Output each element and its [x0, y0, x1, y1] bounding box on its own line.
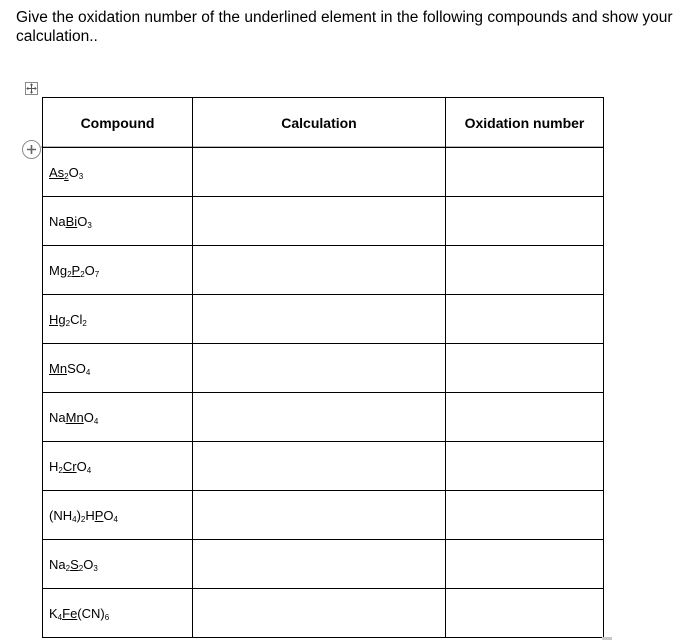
formula-symbol: (NH [49, 507, 73, 523]
oxidation-number-cell[interactable] [446, 148, 604, 197]
formula-symbol: Hg [49, 311, 66, 327]
table-row [43, 148, 604, 197]
calculation-cell[interactable] [193, 540, 446, 589]
formula-symbol: K [49, 605, 58, 621]
formula-symbol: O [83, 556, 94, 572]
formula-subscript: 4 [72, 514, 77, 524]
formula-subscript: 7 [94, 269, 100, 279]
formula-subscript: 2 [80, 269, 85, 279]
formula-symbol: Mn [65, 409, 84, 425]
table-row [43, 295, 604, 344]
formula-symbol: O [68, 164, 79, 180]
compound-formula [49, 606, 109, 621]
table-row [43, 344, 604, 393]
formula-subscript: 2 [64, 171, 69, 181]
formula-subscript: 4 [93, 416, 99, 426]
formula-symbol: Na [49, 409, 66, 425]
formula-symbol: O [103, 507, 114, 523]
formula-symbol: O [83, 409, 94, 425]
compound-cell[interactable] [43, 589, 193, 638]
compound-formula [49, 214, 92, 229]
compound-cell[interactable] [43, 197, 193, 246]
oxidation-number-cell[interactable] [446, 540, 604, 589]
calculation-cell[interactable] [193, 148, 446, 197]
table-row [43, 246, 604, 295]
oxidation-number-cell[interactable] [446, 197, 604, 246]
oxidation-number-cell[interactable] [446, 246, 604, 295]
formula-symbol: Cl [70, 311, 83, 327]
header-oxidation-number: Oxidation number [446, 98, 604, 148]
calculation-cell[interactable] [193, 491, 446, 540]
oxidation-number-cell[interactable] [446, 442, 604, 491]
oxidation-number-cell[interactable] [446, 491, 604, 540]
compound-formula [49, 263, 99, 278]
formula-symbol: S [70, 556, 79, 572]
calculation-cell[interactable] [193, 295, 446, 344]
add-row-button[interactable] [22, 140, 41, 159]
table-header-row [43, 98, 604, 148]
formula-subscript: 2 [65, 318, 71, 328]
formula-subscript: 3 [87, 220, 92, 230]
header-calculation: Calculation [193, 98, 446, 148]
formula-symbol: As [49, 164, 65, 180]
formula-subscript: 6 [104, 612, 110, 622]
formula-subscript: 2 [58, 465, 63, 475]
formula-symbol: (CN) [77, 605, 105, 621]
formula-symbol: SO [67, 360, 86, 376]
formula-symbol: Cr [62, 458, 77, 474]
compound-cell[interactable] [43, 393, 193, 442]
calculation-cell[interactable] [193, 393, 446, 442]
formula-symbol: ) [76, 507, 81, 523]
formula-symbol: Mg [49, 262, 68, 278]
formula-symbol: O [77, 213, 88, 229]
table-resize-handle[interactable] [602, 637, 612, 640]
compound-formula [49, 508, 118, 523]
oxidation-number-cell[interactable] [446, 344, 604, 393]
compound-formula [49, 312, 87, 327]
oxidation-number-cell[interactable] [446, 393, 604, 442]
formula-subscript: 2 [80, 514, 86, 524]
oxidation-number-cell[interactable] [446, 589, 604, 638]
formula-subscript: 2 [67, 269, 72, 279]
formula-subscript: 4 [86, 465, 92, 475]
compound-cell[interactable] [43, 246, 193, 295]
header-compound: Compound [43, 98, 193, 148]
formula-subscript: 3 [93, 563, 98, 573]
formula-subscript: 2 [78, 563, 84, 573]
formula-symbol: O [76, 458, 87, 474]
formula-symbol: Na [49, 213, 66, 229]
calculation-cell[interactable] [193, 589, 446, 638]
compound-formula [49, 410, 98, 425]
calculation-cell[interactable] [193, 344, 446, 393]
formula-symbol: Mn [49, 360, 68, 376]
formula-symbol: H [85, 507, 95, 523]
formula-symbol: P [71, 262, 81, 278]
formula-symbol: Bi [65, 213, 78, 229]
table-row [43, 197, 604, 246]
table-row [43, 540, 604, 589]
formula-symbol: H [49, 458, 59, 474]
formula-subscript: 2 [65, 563, 71, 573]
plus-circle-icon [26, 144, 37, 155]
table-row [43, 442, 604, 491]
calculation-cell[interactable] [193, 442, 446, 491]
compound-formula [49, 557, 98, 572]
table-row [43, 393, 604, 442]
compound-cell[interactable] [43, 344, 193, 393]
compound-formula [49, 361, 90, 376]
compound-cell[interactable] [43, 442, 193, 491]
formula-subscript: 4 [57, 612, 63, 622]
compound-cell[interactable] [43, 540, 193, 589]
formula-symbol: P [94, 507, 104, 523]
formula-symbol: Na [49, 556, 66, 572]
table-row [43, 491, 604, 540]
formula-symbol: Fe [62, 605, 78, 621]
oxidation-number-cell[interactable] [446, 295, 604, 344]
compound-formula [49, 459, 91, 474]
formula-subscript: 4 [85, 367, 91, 377]
formula-subscript: 2 [82, 318, 87, 328]
table-move-handle[interactable] [25, 82, 38, 95]
question-text: Give the oxidation number of the underlined element in the following compounds and show your calculation.. [16, 9, 673, 45]
compound-cell[interactable] [43, 148, 193, 197]
table-row [43, 589, 604, 638]
compound-cell[interactable] [43, 491, 193, 540]
formula-subscript: 4 [113, 514, 118, 524]
calculation-cell[interactable] [193, 246, 446, 295]
formula-symbol: O [84, 262, 95, 278]
move-arrows-icon [26, 83, 37, 94]
calculation-cell[interactable] [193, 197, 446, 246]
compound-formula [49, 165, 83, 180]
compound-cell[interactable] [43, 295, 193, 344]
formula-subscript: 3 [78, 171, 84, 181]
oxidation-table [42, 97, 604, 638]
